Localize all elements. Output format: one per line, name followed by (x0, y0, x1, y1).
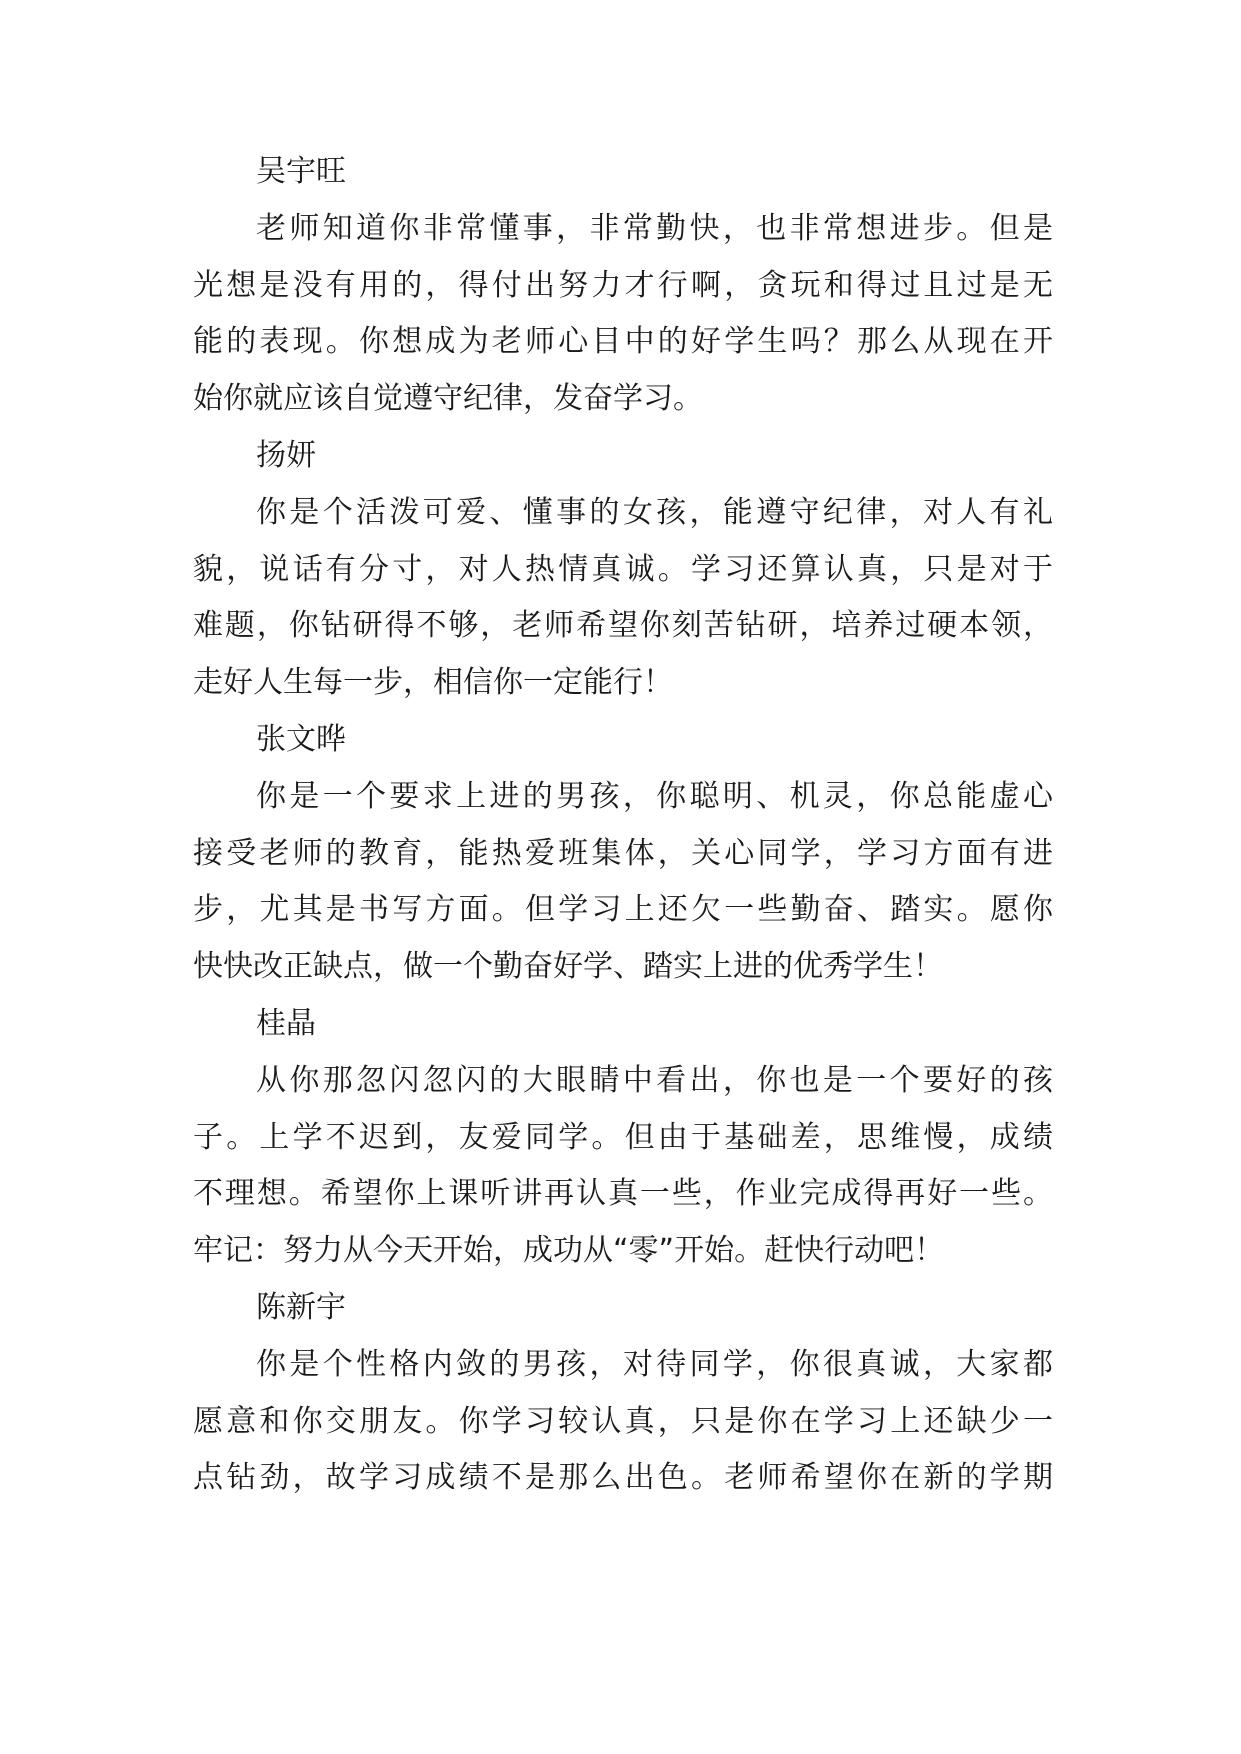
comment-line: 快快改正缺点，做一个勤奋好学、踏实上进的优秀学生！ (193, 949, 943, 984)
comment-line: 你是个活泼可爱、懂事的女孩，能遵守纪律，对人有礼 (256, 495, 1053, 530)
comment-line: 光想是没有用的，得付出努力才行啊，贪玩和得过且过是无 (193, 268, 1053, 303)
comment-line: 不理想。希望你上课听讲再认真一些，作业完成得再好一些。 (193, 1176, 1053, 1211)
comment-line: 能的表现。你想成为老师心目中的好学生吗？那么从现在开 (193, 324, 1053, 359)
student-name: 张文晔 (256, 722, 346, 757)
comment-line: 难题，你钻研得不够，老师希望你刻苦钻研，培养过硬本领， (193, 608, 1053, 643)
comment-line: 你是一个要求上进的男孩，你聪明、机灵，你总能虚心 (256, 779, 1053, 814)
student-name: 扬妍 (256, 438, 316, 473)
comment-line: 从你那忽闪忽闪的大眼睛中看出，你也是一个要好的孩 (256, 1063, 1053, 1098)
comment-line: 牢记：努力从今天开始，成功从“零”开始。赶快行动吧！ (193, 1233, 945, 1268)
student-name: 陈新宇 (256, 1290, 346, 1325)
comment-line: 老师知道你非常懂事，非常勤快，也非常想进步。但是 (256, 211, 1053, 246)
comment-line: 愿意和你交朋友。你学习较认真，只是你在学习上还缺少一 (193, 1404, 1053, 1439)
comment-line: 走好人生每一步，相信你一定能行！ (193, 665, 673, 700)
comment-line: 步，尤其是书写方面。但学习上还欠一些勤奋、踏实。愿你 (193, 892, 1053, 927)
comment-line: 点钻劲，故学习成绩不是那么出色。老师希望你在新的学期 (193, 1460, 1053, 1495)
comment-line: 你是个性格内敛的男孩，对待同学，你很真诚，大家都 (256, 1347, 1053, 1382)
comment-line: 接受老师的教育，能热爱班集体，关心同学，学习方面有进 (193, 836, 1053, 871)
student-name: 桂晶 (256, 1006, 316, 1041)
comment-line: 始你就应该自觉遵守纪律，发奋学习。 (193, 381, 703, 416)
student-name: 吴宇旺 (256, 154, 346, 189)
comment-line: 子。上学不迟到，友爱同学。但由于基础差，思维慢，成绩 (193, 1120, 1053, 1155)
comment-line: 貌，说话有分寸，对人热情真诚。学习还算认真，只是对于 (193, 552, 1053, 587)
